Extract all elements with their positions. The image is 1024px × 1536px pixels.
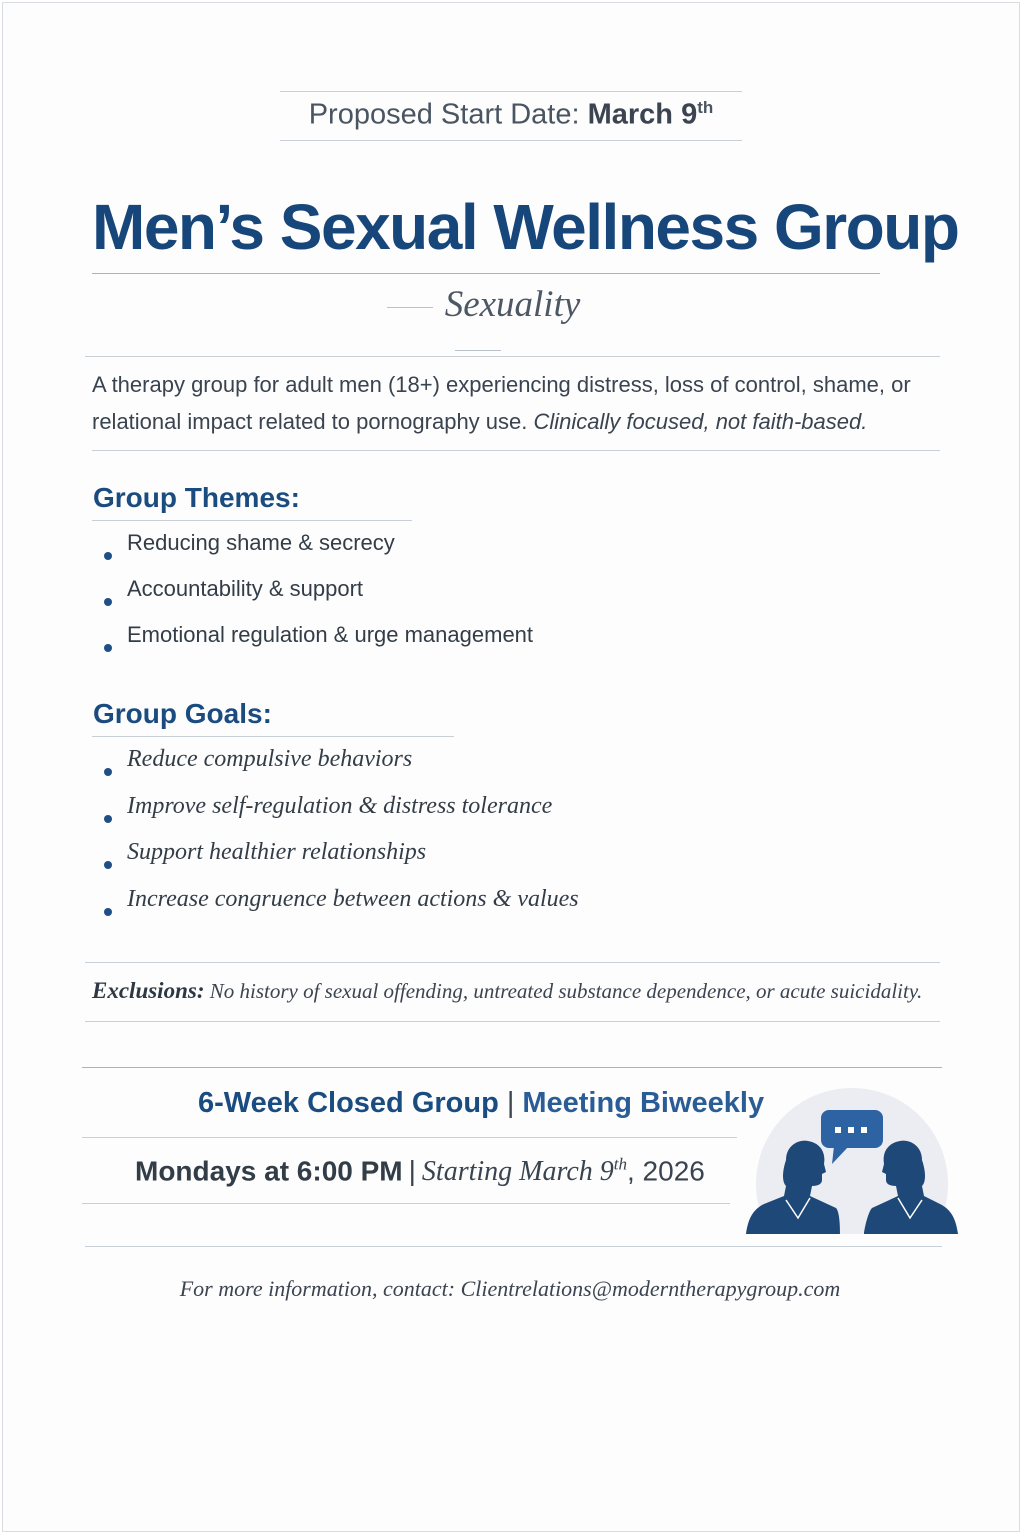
contact-info: For more information, contact: Clientrelations@moderntherapygroup.com: [179, 1276, 841, 1301]
goals-heading: Group Goals:: [93, 698, 272, 729]
meeting-schedule: [135, 1155, 705, 1188]
schedule-bottom-rule: [82, 1203, 730, 1204]
start-date-label: Proposed Start Date:: [308, 98, 580, 131]
schedule-separator: |: [408, 1155, 416, 1187]
format-separator: |: [506, 1087, 515, 1119]
intro-top-rule: [85, 356, 940, 357]
format-mid-rule: [82, 1137, 737, 1138]
list-item: Improve self-regulation & distress tolerance: [104, 795, 579, 842]
format-top-rule: [82, 1067, 942, 1068]
start-date-full: [422, 1156, 627, 1187]
exclusions-top-rule: [85, 962, 940, 963]
start-date-suffix: th: [697, 98, 714, 117]
exclusions-label: Exclusions:: [92, 978, 205, 1003]
intro-bottom-rule: [92, 450, 940, 451]
list-item: Reduce compulsive behaviors: [104, 748, 579, 795]
meeting-day-time: Mondays at 6:00 PM: [135, 1155, 403, 1187]
start-date-value: March 9: [587, 98, 698, 131]
two-people-conversation-icon: [746, 1088, 958, 1234]
goals-list: [104, 748, 579, 934]
list-item: Emotional regulation & urge management: [104, 624, 533, 670]
starting-year: , 2026: [627, 1155, 705, 1187]
starting-text: Starting March 9: [421, 1156, 614, 1188]
list-item: Accountability & support: [104, 578, 533, 624]
list-item: Increase congruence between actions & values: [104, 888, 579, 935]
themes-heading-rule: [92, 520, 412, 521]
list-item: Reducing shame & secrecy: [104, 532, 533, 578]
subtitle-text: Sexuality: [444, 284, 581, 325]
group-format: [198, 1087, 764, 1120]
exclusions-note: [92, 978, 942, 1004]
page-title: Men’s Sexual Wellness Group: [92, 191, 959, 263]
themes-list: [104, 532, 533, 670]
header-top-rule: [280, 91, 742, 92]
header-bottom-rule: [280, 140, 742, 141]
closed-group-label: 6-Week Closed Group: [198, 1087, 499, 1119]
intro-emphasis: Clinically focused, not faith-based.: [533, 409, 868, 434]
themes-heading: Group Themes:: [93, 482, 300, 513]
intro-text: A therapy group for adult men (18+) experiencing distress, loss of control, shame, or relational impact related to pornography use.: [92, 372, 911, 434]
starting-suffix: th: [613, 1155, 627, 1174]
meeting-frequency: Meeting Biweekly: [522, 1087, 765, 1119]
intro-paragraph: [92, 366, 942, 440]
start-date: [280, 98, 742, 132]
list-item: Support healthier relationships: [104, 841, 579, 888]
goals-heading-rule: [92, 736, 454, 737]
exclusions-text: No history of sexual offending, untreated substance dependence, or acute suicidality.: [209, 979, 923, 1003]
exclusions-bottom-rule: [85, 1021, 940, 1022]
title-rule: [92, 273, 880, 274]
contact-top-rule: [85, 1246, 942, 1247]
